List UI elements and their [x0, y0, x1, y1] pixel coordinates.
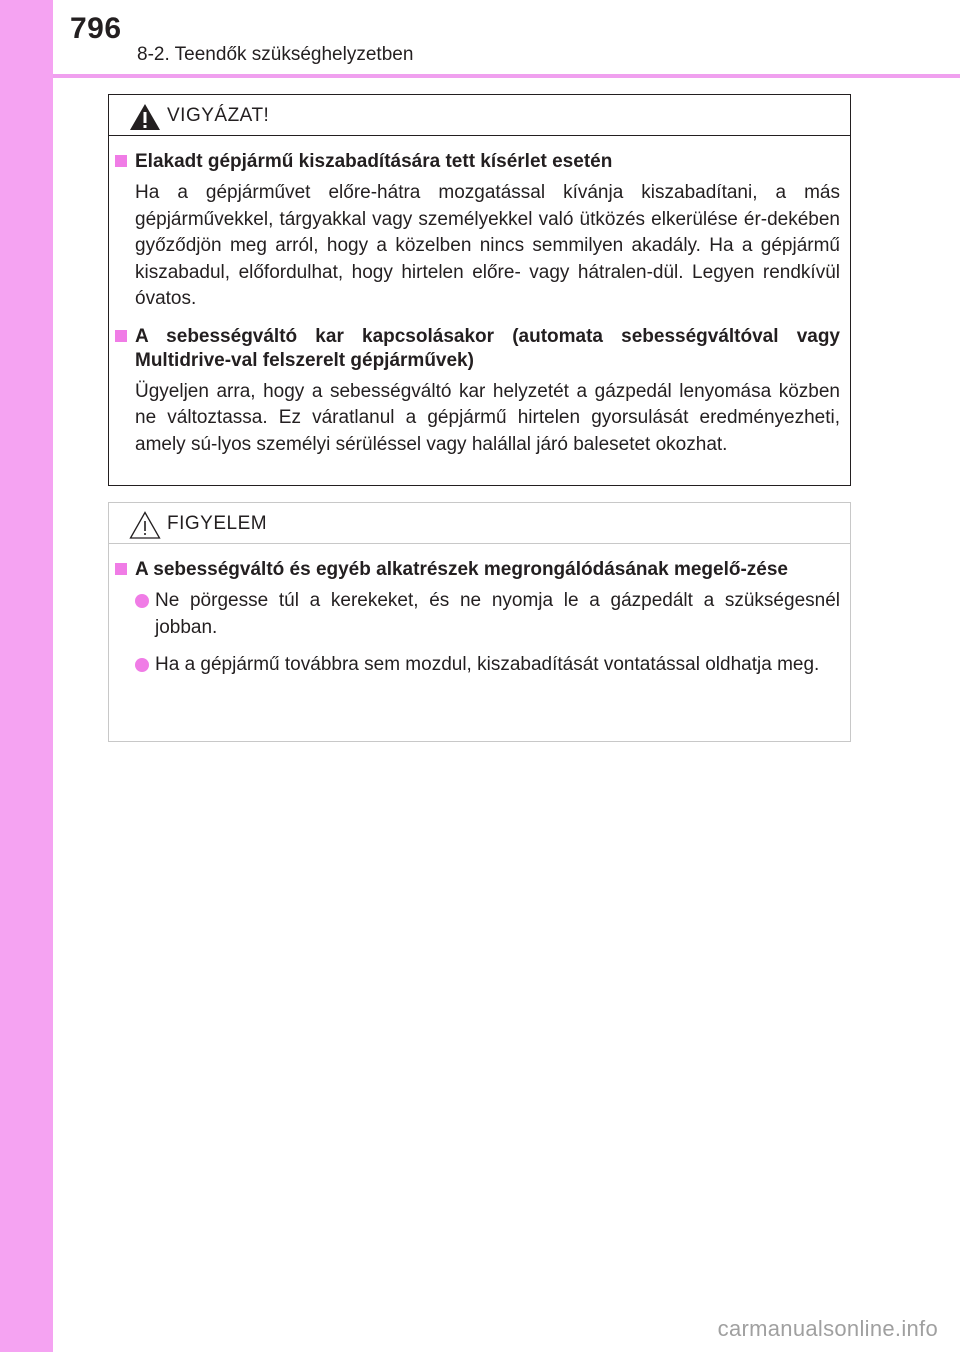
watermark: carmanualsonline.info: [717, 1316, 938, 1341]
notice-bullet: [135, 588, 840, 641]
warning-box-header: [109, 95, 850, 136]
warning-box-body: [109, 136, 850, 458]
notice-box: [108, 502, 851, 742]
warning-item-heading: [113, 150, 840, 174]
warning-item-heading-text: A sebességváltó kar kapcsolásakor (automata sebességváltóval vagy Multidrive-val felszerelt gépjárművek): [135, 325, 840, 371]
warning-item-paragraph: Ha a gépjárművet előre-hátra mozgatással kívánja kiszabadítani, a más gépjárművekkel, tárgyakkal vagy személyekkel való ütközés elkerülése ér-dekében győződjön meg arról, hogy a közelben nincs semmilyen akadály. Ha a gépjármű kiszabadul, előfordulhat, hogy hirtelen előre- vagy hátralen-dül. Legyen rendkívül óvatos.: [135, 182, 840, 309]
notice-box-body: [109, 544, 850, 679]
circle-bullet-icon: [135, 594, 149, 608]
notice-bullet: [135, 652, 840, 679]
page-number: 796: [70, 12, 122, 45]
notice-item-heading: [113, 558, 840, 582]
notice-box-header: [109, 503, 850, 544]
section-title: 8-2. Teendők szükséghelyzetben: [137, 44, 414, 65]
warning-item-paragraph: Ügyeljen arra, hogy a sebességváltó kar helyzetét a gázpedál lenyomása közben ne változtassa. Ez váratlanul a gépjármű hirtelen gyorsulását eredményezheti, amely sú-lyos személyi sérüléssel vagy halállal járó balesetet okozhat.: [135, 380, 840, 455]
warning-item-heading-text: Elakadt gépjármű kiszabadítására tett kísérlet esetén: [135, 151, 613, 172]
header-rule: [53, 74, 960, 78]
notice-bullet-text: Ne pörgesse túl a kerekeket, és ne nyomja le a gázpedált a szükségesnél jobban.: [155, 590, 840, 638]
notice-label: FIGYELEM: [167, 513, 268, 534]
square-bullet-icon: [115, 563, 127, 575]
sidebar-strip: [0, 0, 53, 1352]
notice-item-heading-text: A sebességváltó és egyéb alkatrészek megrongálódásának megelő-zése: [135, 559, 788, 580]
warning-box: [108, 94, 851, 486]
square-bullet-icon: [115, 330, 127, 342]
notice-bullet-text: Ha a gépjármű továbbra sem mozdul, kiszabadítását vontatással oldhatja meg.: [155, 654, 820, 675]
circle-bullet-icon: [135, 658, 149, 672]
square-bullet-icon: [115, 155, 127, 167]
warning-item-heading: [113, 325, 840, 373]
warning-label: VIGYÁZAT!: [167, 105, 270, 126]
caution-triangle-icon: [129, 511, 161, 539]
warning-triangle-icon: [129, 103, 161, 131]
